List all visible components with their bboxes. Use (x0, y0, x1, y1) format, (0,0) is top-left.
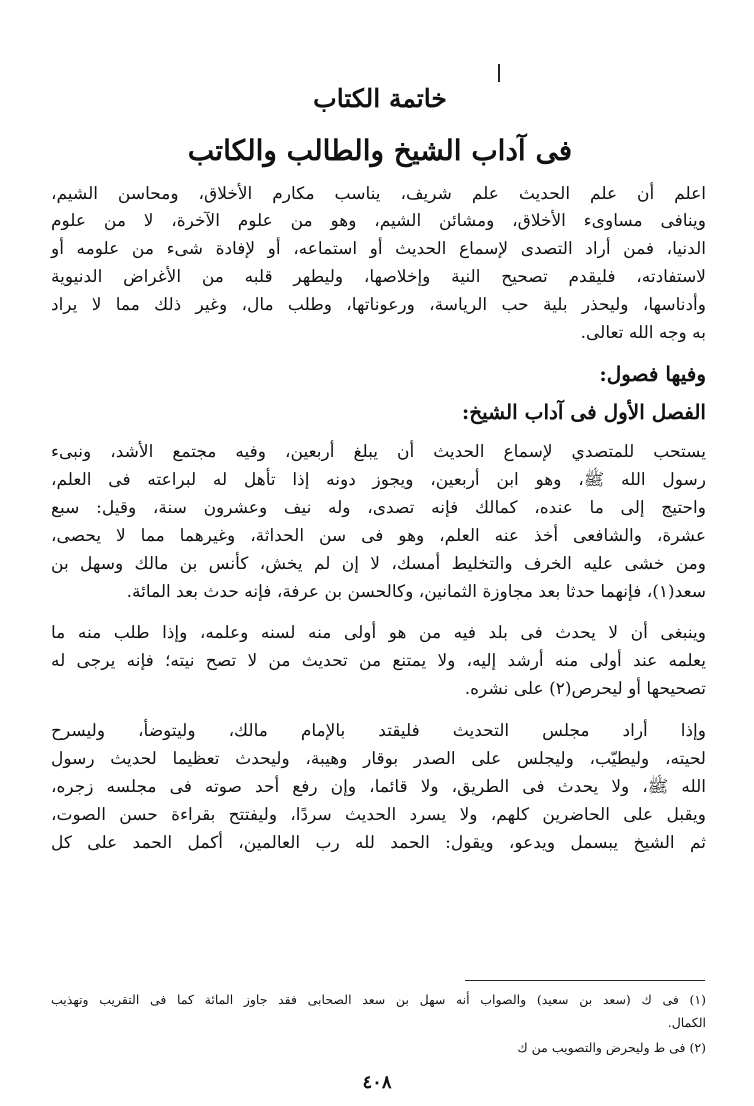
footnote-line: (٢) فى ط وليحرض والتصويب من ك (517, 1040, 706, 1055)
paragraph-line: ويقبل على الحاضرين كلهم، ولا يسرد الحديث سردًا، وليفتتح بقراءة حسن الصوت، (51, 805, 706, 825)
paragraph-line: سعد(١)، فإنهما حدثا بعد مجاوزة الثمانين، وكالحسن بن عرفة، فإنه حدث بعد المائة. (126, 582, 706, 602)
paragraph-line: وإذا أراد مجلس التحديث فليقتد بالإمام مالك، وليتوضأ، وليسرح (51, 721, 706, 741)
paragraph-line: لحيته، وليطيّب، وليجلس على الصدر بوقار وهيبة، وليحدث تعظيما لحديث رسول (51, 749, 706, 769)
paragraph-line: وينبغى أن لا يحدث فى بلد فيه من هو أولى منه لسنه وعلمه، وإذا طلب منه ما (51, 623, 706, 643)
footnote-rule (465, 980, 705, 981)
margin-mark (498, 64, 500, 82)
paragraph-line: يستحب للمتصدي لإسماع الحديث أن يبلغ أربعين، وفيه مجتمع الأشد، ونبىء (51, 442, 706, 462)
section-heading: وفيها فصول: (599, 362, 706, 386)
intro-line: وينافى مساوىء الأخلاق، ومشائن الشيم، وهو من علوم الآخرة، لا من علوم (51, 211, 706, 231)
intro-line: لاستفادته، فليقدم تصحيح النية وإخلاصها، وليطهر قلبه من الأغراض الدنيوية (51, 267, 706, 287)
intro-line: وأدناسها، وليحذر بلية حب الرياسة، ورعوناتها، وطلب مال، وغير ذلك مما لا يراد (51, 295, 706, 315)
footnote-line: (١) فى ك (سعد بن سعيد) والصواب أنه سهل بن سعد الصحابى فقد جاوز المائة كما فى التقريب وتهذيب (51, 992, 706, 1007)
intro-line: اعلم أن علم الحديث علم شريف، يناسب مكارم الأخلاق، ومحاسن الشيم، (51, 184, 706, 204)
paragraph-line: ثم الشيخ يبسمل ويدعو، ويقول: الحمد لله رب العالمين، أكمل الحمد على كل (51, 833, 706, 853)
paragraph-line: ومن خشى عليه الخرف والتخليط أمسك، لا إن لم يخش، كأنس بن مالك وسهل بن (51, 554, 706, 574)
intro-line: به وجه الله تعالى. (580, 323, 706, 343)
paragraph-line: عشرة، والشافعى أخذ عنه العلم، وهو فى سن الحداثة، وغيرهما مما لا يحصى، (51, 526, 706, 546)
chapter-heading: الفصل الأول فى آداب الشيخ: (461, 400, 706, 424)
paragraph-line: تصحيحها أو ليحرص(٢) على نشره. (464, 679, 706, 699)
paragraph-line: الله ﷺ، ولا يحدث فى الطريق، ولا قائما، وإن رفع أحد صوته فى مجلسه زجره، (51, 777, 706, 797)
chapter-subtitle: فى آداب الشيخ والطالب والكاتب (187, 134, 573, 167)
footnote-line: الكمال. (667, 1015, 706, 1030)
intro-line: الدنيا، فمن أراد التصدى لإسماع الحديث أو استماعه، أو لإفادة شىء من علومه أو (51, 239, 706, 259)
page-number: ٤٠٨ (362, 1072, 392, 1093)
chapter-title: خاتمة الكتاب (313, 84, 447, 113)
paragraph-line: واحتيج إلى ما عنده، كمالك فإنه تصدى، وله نيف وعشرون سنة، وقيل: سبع (51, 498, 706, 518)
paragraph-line: رسول الله ﷺ، وهو ابن أربعين، ويجوز دونه إذا تأهل له لبراعته فى العلم، (51, 470, 706, 490)
paragraph-line: يعلمه عند أولى منه أرشد إليه، ولا يمتنع من تحديث من لا تصح نيته؛ فإنه يرجى له (51, 651, 706, 671)
